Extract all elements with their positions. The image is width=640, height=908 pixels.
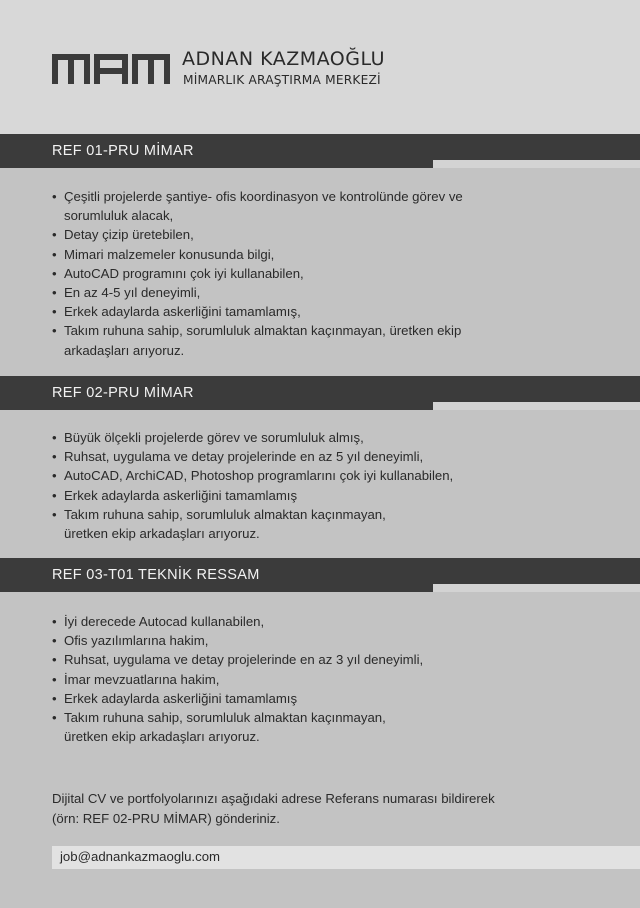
requirements-list bbox=[52, 428, 522, 543]
application-instructions bbox=[52, 789, 495, 829]
company-subtitle: MİMARLIK ARAŞTIRMA MERKEZİ bbox=[183, 73, 381, 87]
section-title: REF 01-PRU MİMAR bbox=[52, 143, 194, 159]
section-title: REF 03-T01 TEKNİK RESSAM bbox=[52, 567, 260, 583]
title-accent-strip bbox=[433, 402, 640, 410]
list-item: • Detay çizip üretebilen, bbox=[52, 225, 492, 244]
list-item: • Çeşitli projelerde şantiye- ofis koordinasyon ve kontrolünde görev ve sorumluluk alacak, bbox=[52, 187, 492, 225]
list-item: • Mimari malzemeler konusunda bilgi, bbox=[52, 245, 492, 264]
list-item: • AutoCAD programını çok iyi kullanabilen, bbox=[52, 264, 492, 283]
mam-logo bbox=[52, 54, 170, 84]
list-item: • Erkek adaylarda askerliğini tamamlamış, bbox=[52, 302, 492, 321]
email-link[interactable]: job@adnankazmaoglu.com bbox=[60, 849, 221, 864]
list-item: • İyi derecede Autocad kullanabilen, bbox=[52, 612, 522, 631]
company-name: ADNAN KAZMAOĞLU bbox=[182, 48, 386, 70]
email-box bbox=[52, 846, 640, 869]
list-item: • Ofis yazılımlarına hakim, bbox=[52, 631, 522, 650]
list-item: • Takım ruhuna sahip, sorumluluk almaktan kaçınmayan, üretken ekip arkadaşları arıyoruz. bbox=[52, 321, 492, 359]
list-item: • AutoCAD, ArchiCAD, Photoshop programlarını çok iyi kullanabilen, bbox=[52, 466, 522, 485]
header bbox=[0, 0, 640, 134]
section-title: REF 02-PRU MİMAR bbox=[52, 385, 194, 401]
list-item: • Takım ruhuna sahip, sorumluluk almaktan kaçınmayan, üretken ekip arkadaşları arıyoruz. bbox=[52, 708, 428, 746]
list-item: • Takım ruhuna sahip, sorumluluk almaktan kaçınmayan, üretken ekip arkadaşları arıyoruz. bbox=[52, 505, 428, 543]
title-accent-strip bbox=[433, 160, 640, 168]
requirements-list bbox=[52, 612, 522, 746]
requirements-list bbox=[52, 187, 492, 360]
list-item: • Büyük ölçekli projelerde görev ve sorumluluk almış, bbox=[52, 428, 522, 447]
list-item: • Erkek adaylarda askerliğini tamamlamış bbox=[52, 689, 522, 708]
list-item: • İmar mevzuatlarına hakim, bbox=[52, 670, 522, 689]
list-item: • Erkek adaylarda askerliğini tamamlamış bbox=[52, 486, 522, 505]
list-item: • Ruhsat, uygulama ve detay projelerinde en az 3 yıl deneyimli, bbox=[52, 650, 522, 669]
instructions-line: (örn: REF 02-PRU MİMAR) gönderiniz. bbox=[52, 811, 280, 826]
instructions-line: Dijital CV ve portfolyolarınızı aşağıdaki adrese Referans numarası bildirerek bbox=[52, 791, 495, 806]
list-item: • Ruhsat, uygulama ve detay projelerinde en az 5 yıl deneyimli, bbox=[52, 447, 522, 466]
list-item: • En az 4-5 yıl deneyimli, bbox=[52, 283, 492, 302]
title-accent-strip bbox=[433, 584, 640, 592]
